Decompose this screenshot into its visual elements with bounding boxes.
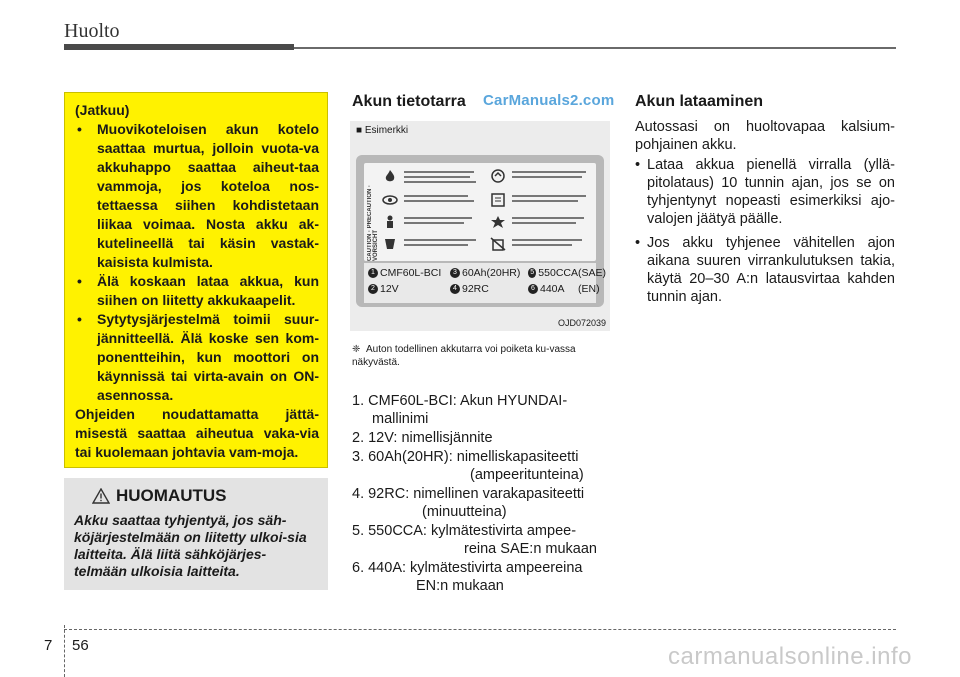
spec-number: 3 — [450, 268, 460, 278]
label-text-line — [404, 176, 470, 178]
spec-standard: (EN) — [578, 283, 600, 295]
warning-intro: (Jatkuu) — [75, 102, 130, 118]
no-disposal-icon — [490, 237, 506, 251]
figure-code: OJD072039 — [557, 318, 606, 328]
battery-illustration — [356, 155, 607, 307]
battery-label-figure — [350, 121, 610, 331]
label-text-line — [512, 217, 584, 219]
section-title: Huolto — [64, 20, 120, 42]
list-item-continuation: (minuutteina) — [422, 504, 507, 520]
list-item — [352, 485, 612, 521]
spec-standard: (SAE) — [578, 267, 607, 279]
label-text-line — [404, 239, 476, 241]
header-rule-thick — [64, 44, 294, 50]
note-text: Auton todellinen akkutarra voi poiketa ku-vassa näkyvästä. — [352, 344, 576, 368]
label-text-line — [404, 171, 474, 173]
list-item-continuation: EN:n mukaan — [416, 578, 504, 594]
list-item-main: 2. 12V: nimellisjännite — [352, 430, 493, 446]
notice-header — [92, 486, 318, 506]
figure-caption: ■ Esimerkki — [356, 125, 409, 136]
charging-item: • Jos akku tyhjenee vähitellen ajon aikana suuren virrankulutuksen takia, käytä 20–30 A:n latausvirtaa kahden tunnin ajan. — [635, 234, 895, 306]
caution-text: CAUTION · PRECAUTION · VORSICHT — [367, 185, 379, 261]
label-text-line — [512, 239, 582, 241]
label-text-line — [512, 176, 582, 178]
label-text-line — [404, 181, 476, 183]
charging-intro: Autossasi on huoltovapaa kalsium-pohjainen akku. — [635, 119, 895, 153]
warning-box — [64, 92, 328, 468]
label-text-line — [512, 171, 586, 173]
spec-number: 2 — [368, 284, 378, 294]
notice-text: Akku saattaa tyhjentyä, jos säh-köjärjestelmään on liitetty ulkoi-sia laitteita. Älä liitä sähköjärjes-telmään ulkoisia laitteita. — [74, 512, 307, 579]
figure-note — [352, 343, 610, 369]
list-item-main: 1. CMF60L-BCI: Akun HYUNDAI- — [352, 393, 568, 409]
battery-spec-label — [364, 263, 607, 303]
charging-list — [635, 156, 895, 312]
battery-warning-label — [364, 163, 596, 261]
list-item-main: 4. 92RC: nimellinen varakapasiteetti — [352, 486, 585, 502]
warning-outro: Ohjeiden noudattamatta jättä-misestä saattaa aiheutua vaka-via tai kuolemaan johtavia vam-moja. — [75, 406, 319, 460]
spec-item — [368, 267, 450, 279]
label-text-line — [512, 195, 586, 197]
warning-item: • Älä koskaan lataa akkua, kun siihen on liitetty akkukaapelit. — [75, 272, 319, 310]
list-item — [352, 559, 612, 595]
spec-item — [450, 283, 528, 295]
spec-number: 4 — [450, 284, 460, 294]
spec-number: 5 — [528, 268, 536, 278]
list-item-main: 5. 550CCA: kylmätestivirta ampee- — [352, 523, 577, 539]
spec-row — [368, 267, 606, 279]
notice-box — [64, 478, 328, 590]
footer-divider — [64, 625, 65, 677]
watermark-link[interactable]: CarManuals2.com — [483, 92, 615, 109]
label-text-line — [404, 217, 472, 219]
label-text-line — [404, 200, 474, 202]
spec-item — [528, 283, 578, 295]
explosion-icon — [490, 215, 506, 229]
list-item — [352, 522, 612, 558]
charging-title: Akun lataaminen — [635, 93, 764, 110]
list-item-main: 3. 60Ah(20HR): nimelliskapasiteetti — [352, 449, 579, 465]
spec-value: 440A — [540, 283, 565, 295]
label-text-line — [512, 244, 572, 246]
label-text-line — [512, 200, 578, 202]
battery-label-title: Akun tietotarra — [352, 93, 466, 110]
warning-triangle-icon — [92, 488, 110, 504]
spec-value: 60Ah(20HR) — [462, 267, 521, 279]
list-item-main: 6. 440A: kylmätestivirta ampeereina — [352, 560, 583, 576]
list-item — [352, 429, 612, 447]
spec-number: 1 — [368, 268, 378, 278]
label-text-line — [512, 222, 576, 224]
header-rule-thin — [294, 47, 896, 49]
spec-value: 550CCA — [538, 267, 578, 279]
spec-item — [528, 267, 578, 279]
spec-item — [368, 283, 450, 295]
label-text-line — [404, 244, 468, 246]
label-text-line — [404, 222, 464, 224]
chapter-number: 7 — [44, 637, 53, 654]
spec-row — [368, 283, 600, 295]
warning-list — [75, 120, 319, 405]
spec-value: 12V — [380, 283, 399, 295]
list-item-continuation: (ampeeritunteina) — [470, 467, 584, 483]
child-icon — [382, 215, 398, 229]
spec-item — [450, 267, 528, 279]
footer-rule — [64, 629, 896, 630]
warning-item: • Sytytysjärjestelmä toimii suur-jännitteellä. Älä koske sen kom-ponentteihin, kun moottori on käynnissä tai virta-avain on ON-asennossa. — [75, 310, 319, 405]
manual-icon — [490, 193, 506, 207]
list-item — [352, 392, 612, 428]
spec-value: CMF60L-BCI — [380, 267, 442, 279]
list-item-continuation: mallinimi — [372, 411, 429, 427]
label-text-line — [404, 195, 468, 197]
eye-protection-icon — [382, 193, 398, 207]
spec-number: 6 — [528, 284, 538, 294]
acid-icon — [382, 237, 398, 251]
notice-title: HUOMAUTUS — [116, 486, 227, 505]
site-watermark[interactable]: carmanualsonline.info — [668, 643, 912, 670]
warning-item: • Muovikoteloisen akun kotelo saattaa murtua, jolloin vuota-va akkuhappo saattaa aiheut-taa vammoja, jos koteloa nos-tettaessa siihen kohdistetaan liikaa voimaa. Nosta akku ak-kutelineellä tai käsin vastak-kaisista kulmista. — [75, 120, 319, 272]
battery-label-list — [352, 392, 612, 596]
list-item — [352, 448, 612, 484]
charging-item: • Lataa akkua pienellä virralla (yllä-pitolataus) 10 tunnin ajan, jos se on tyhjentynyt nopeasti esimerkiksi ajo-valojen jäätyä päälle. — [635, 156, 895, 228]
list-item-continuation: reina SAE:n mukaan — [464, 541, 597, 557]
recycle-icon — [490, 169, 506, 183]
spec-value: 92RC — [462, 283, 489, 295]
note-symbol: ❈ — [352, 344, 361, 355]
page-number: 56 — [72, 637, 89, 654]
flame-icon — [382, 169, 398, 183]
